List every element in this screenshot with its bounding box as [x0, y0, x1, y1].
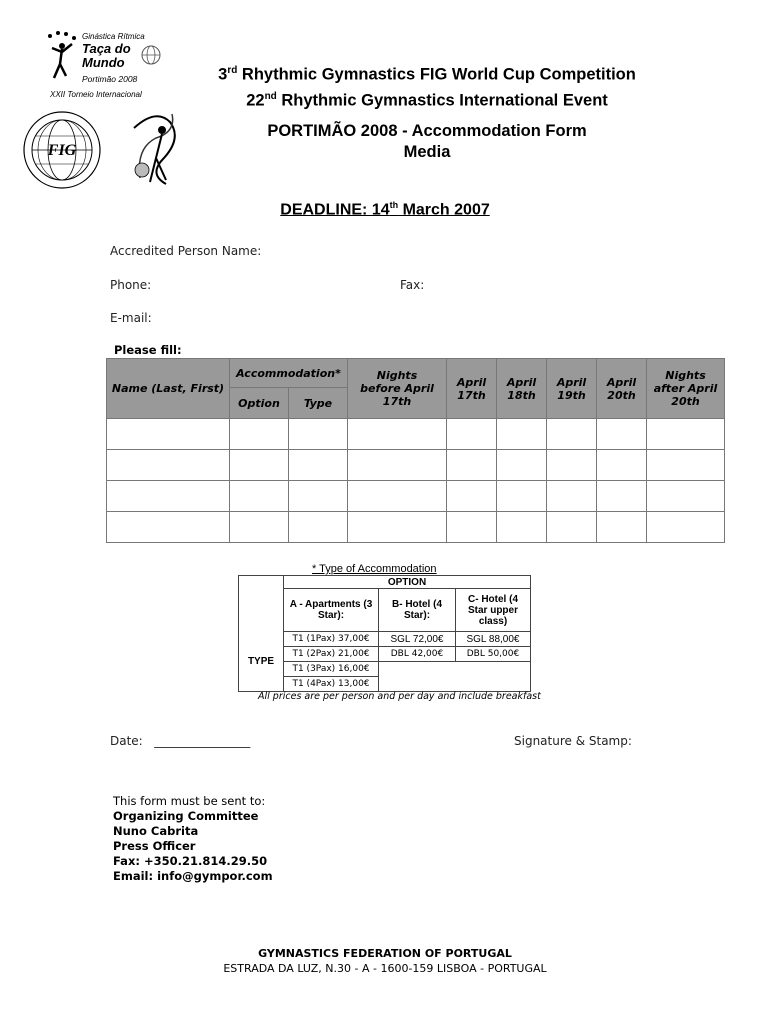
ribbon-gymnast-logo — [126, 108, 186, 188]
price-b2: DBL 42,00€ — [379, 647, 456, 662]
globe-icon — [14, 108, 110, 192]
price-b1: SGL 72,00€ — [379, 632, 456, 647]
option-label: OPTION — [284, 576, 531, 589]
nights-before-header: Nights before April 17th — [348, 359, 447, 419]
option-cell[interactable] — [230, 481, 289, 512]
taca-logo-title: Taça do Mundo — [82, 41, 131, 70]
april19-cell[interactable] — [547, 419, 597, 450]
taca-logo-line3: Portimão 2008 — [82, 74, 138, 84]
option-cell[interactable] — [230, 450, 289, 481]
nights-before-cell[interactable] — [348, 450, 447, 481]
please-fill-label: Please fill: — [114, 343, 182, 357]
signature-stamp-label: Signature & Stamp: — [514, 734, 632, 748]
send-to-intro: This form must be sent to: — [113, 794, 266, 808]
april17-cell[interactable] — [447, 512, 497, 543]
type-label: TYPE — [239, 632, 284, 692]
send-to-email: Email: info@gympor.com — [113, 869, 273, 883]
title-line2: 22nd Rhythmic Gymnastics International Event — [246, 90, 608, 109]
price-c2: DBL 50,00€ — [456, 647, 531, 662]
option-b-header: B- Hotel (4 Star): — [379, 589, 456, 632]
footer-address: ESTRADA DA LUZ, N.30 - A - 1600-159 LISBOA - PORTUGAL — [223, 962, 547, 975]
april18-cell[interactable] — [497, 419, 547, 450]
nights-after-header: Nights after April 20th — [647, 359, 725, 419]
nights-before-cell[interactable] — [348, 512, 447, 543]
april20-header: April 20th — [597, 359, 647, 419]
email-label: E-mail: — [110, 311, 152, 325]
globe-small-icon — [140, 44, 162, 66]
name-header: Name (Last, First) — [107, 359, 230, 419]
phone-label: Phone: — [110, 278, 152, 292]
fig-globe-logo — [14, 108, 110, 192]
name-cell[interactable] — [107, 419, 230, 450]
april17-cell[interactable] — [447, 450, 497, 481]
april17-header: April 17th — [447, 359, 497, 419]
date-line[interactable]: ________________ — [154, 734, 251, 748]
april20-cell[interactable] — [597, 512, 647, 543]
april17-cell[interactable] — [447, 419, 497, 450]
april17-cell[interactable] — [447, 481, 497, 512]
name-cell[interactable] — [107, 481, 230, 512]
taca-do-mundo-logo — [42, 28, 172, 104]
deadline: DEADLINE: 14th March 2007 — [280, 200, 490, 219]
april19-cell[interactable] — [547, 450, 597, 481]
price-a2: T1 (2Pax) 21,00€ — [284, 647, 379, 662]
name-cell[interactable] — [107, 450, 230, 481]
option-a-header: A - Apartments (3 Star): — [284, 589, 379, 632]
send-to-fax: Fax: +350.21.814.29.50 — [113, 854, 268, 868]
table-row — [107, 419, 725, 450]
gymnast-figure-icon — [42, 30, 82, 90]
subtitle-line2: Media — [403, 143, 451, 161]
april18-cell[interactable] — [497, 481, 547, 512]
send-to-line1: Organizing Committee — [113, 809, 259, 823]
type-header: Type — [289, 388, 348, 419]
price-a3: T1 (3Pax) 16,00€ — [284, 662, 379, 677]
accommodation-header: Accommodation* — [230, 359, 348, 388]
type-cell[interactable] — [289, 419, 348, 450]
page-title — [192, 60, 662, 163]
april18-cell[interactable] — [497, 512, 547, 543]
accommodation-type-caption: * Type of Accommodation — [312, 563, 437, 575]
price-c1: SGL 88,00€ — [456, 632, 531, 647]
type-cell[interactable] — [289, 512, 348, 543]
table-row — [107, 481, 725, 512]
fax-label: Fax: — [400, 278, 425, 292]
nights-after-cell[interactable] — [647, 512, 725, 543]
ribbon-gymnast-icon — [126, 108, 186, 188]
footer-org: GYMNASTICS FEDERATION OF PORTUGAL — [258, 947, 512, 960]
date-label: Date: ________________ — [110, 734, 251, 748]
april19-header: April 19th — [547, 359, 597, 419]
subtitle-line1: PORTIMÃO 2008 - Accommodation Form — [267, 122, 587, 140]
april19-cell[interactable] — [547, 481, 597, 512]
price-a4: T1 (4Pax) 13,00€ — [284, 677, 379, 692]
send-to-line2: Nuno Cabrita — [113, 824, 199, 838]
option-cell[interactable] — [230, 419, 289, 450]
april18-cell[interactable] — [497, 450, 547, 481]
svg-text:FIG: FIG — [47, 142, 77, 159]
option-cell[interactable] — [230, 512, 289, 543]
nights-after-cell[interactable] — [647, 419, 725, 450]
footer — [0, 946, 770, 976]
option-header: Option — [230, 388, 289, 419]
nights-before-cell[interactable] — [348, 419, 447, 450]
send-to-block — [113, 794, 273, 884]
title-line1: 3rd Rhythmic Gymnastics FIG World Cup Competition — [218, 65, 636, 84]
april20-cell[interactable] — [597, 419, 647, 450]
taca-logo-line1: Ginástica Rítmica — [82, 32, 145, 41]
type-cell[interactable] — [289, 481, 348, 512]
type-cell[interactable] — [289, 450, 348, 481]
send-to-line3: Press Officer — [113, 839, 196, 853]
nights-after-cell[interactable] — [647, 481, 725, 512]
option-c-header: C- Hotel (4 Star upper class) — [456, 589, 531, 632]
april20-cell[interactable] — [597, 481, 647, 512]
april19-cell[interactable] — [547, 512, 597, 543]
accredited-name-label: Accredited Person Name: — [110, 244, 262, 258]
table-row — [107, 450, 725, 481]
april18-header: April 18th — [497, 359, 547, 419]
name-cell[interactable] — [107, 512, 230, 543]
april20-cell[interactable] — [597, 450, 647, 481]
taca-logo-line4: XXII Torneio Internacional — [50, 90, 142, 99]
nights-after-cell[interactable] — [647, 450, 725, 481]
prices-note: All prices are per person and per day and include breakfast — [258, 691, 541, 702]
nights-before-cell[interactable] — [348, 481, 447, 512]
price-a1: T1 (1Pax) 37,00€ — [284, 632, 379, 647]
table-row — [107, 512, 725, 543]
accommodation-legend-table — [238, 575, 531, 692]
accommodation-table — [106, 358, 725, 543]
